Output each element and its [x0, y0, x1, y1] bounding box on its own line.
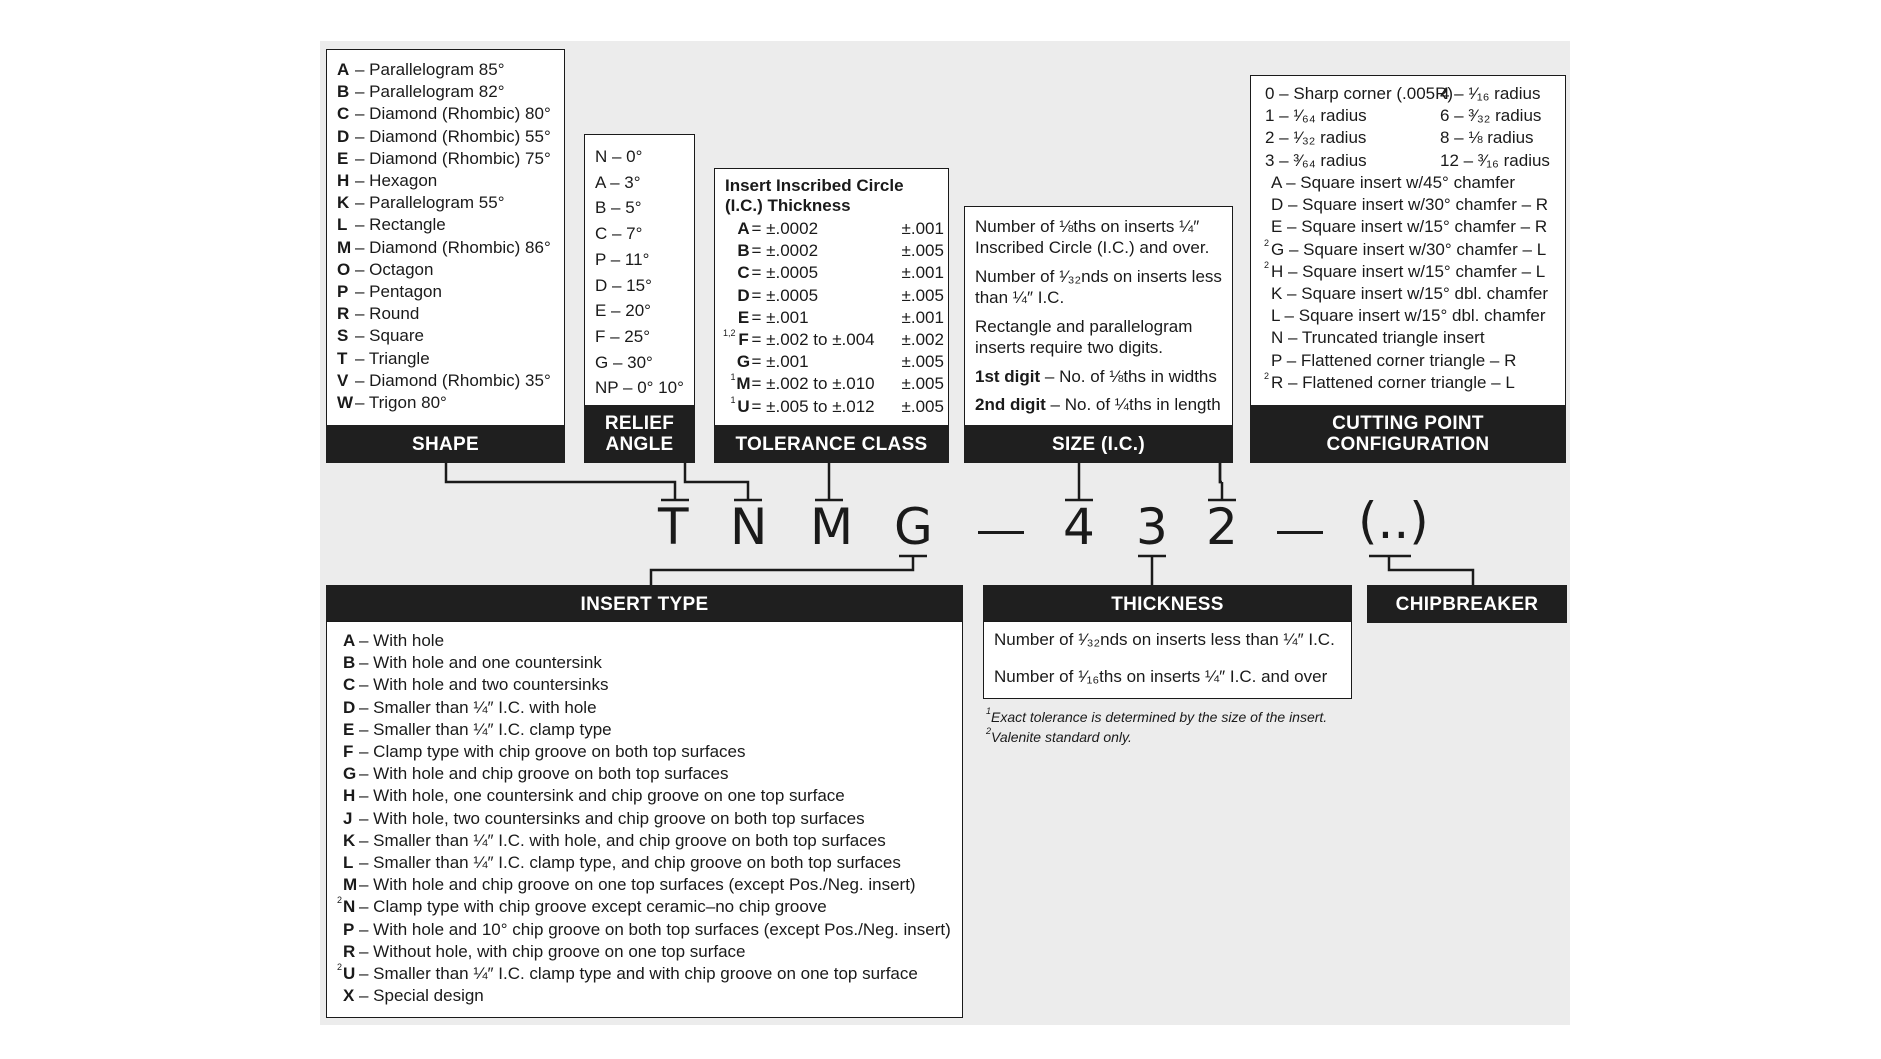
- insert-type-key: G: [343, 764, 357, 784]
- insert-type-item: [337, 763, 951, 785]
- insert-type-desc: – Without hole, with chip groove on one top surface: [359, 941, 746, 961]
- cutting-footnote-mark: 2: [1264, 370, 1270, 381]
- tolerance-row: [723, 218, 944, 240]
- relief-angle-item: G – 30°: [595, 352, 653, 372]
- insert-type-item: [337, 697, 951, 719]
- insert-type-item: [337, 874, 951, 896]
- tolerance-thickness: ±.005: [901, 374, 944, 394]
- insert-type-desc: – With hole and chip groove on both top surfaces: [359, 764, 729, 784]
- insert-type-item: [337, 674, 951, 696]
- insert-type-item: [337, 919, 951, 941]
- shape-item: [337, 325, 551, 347]
- shape-key: C: [337, 104, 350, 124]
- cutting-point-header: [1250, 405, 1566, 463]
- cutting-point-item: [1271, 194, 1548, 216]
- insert-type-key: P: [343, 919, 355, 939]
- shape-key: W: [337, 393, 354, 413]
- shape-desc: – Diamond (Rhombic) 80°: [355, 104, 551, 124]
- insert-type-desc: – Smaller than ¼″ I.C. with hole: [359, 697, 597, 717]
- shape-key: D: [337, 126, 350, 146]
- tolerance-ic: = ±.0005: [751, 285, 819, 305]
- insert-type-key: C: [343, 675, 356, 695]
- cutting-footnote-mark: 2: [1264, 259, 1270, 270]
- insert-type-desc: – With hole and two countersinks: [359, 675, 609, 695]
- insert-type-desc: – With hole, two countersinks and chip groove on both top surfaces: [359, 808, 865, 828]
- tolerance-key: E: [737, 307, 750, 327]
- insert-type-key: J: [343, 808, 353, 828]
- relief-angle-list: [595, 144, 684, 401]
- shape-desc: – Diamond (Rhombic) 55°: [355, 126, 551, 146]
- relief-angle-item: D – 15°: [595, 275, 652, 295]
- tolerance-header: TOLERANCE CLASS: [714, 425, 949, 463]
- shape-item: [337, 259, 551, 281]
- insert-type-item: [337, 941, 951, 963]
- tolerance-thickness: ±.005: [901, 241, 944, 261]
- cutting-point-item: [1271, 283, 1548, 305]
- tolerance-footnote-mark: 1,2: [723, 328, 736, 339]
- thickness-text-2: Number of ¹⁄₁₆ths on inserts ¼″ I.C. and over: [994, 667, 1328, 686]
- cutting-point-title-1: CUTTING POINT: [1332, 413, 1484, 434]
- tolerance-ic: = ±.002 to ±.010: [751, 374, 875, 394]
- code-digit-cutting-point: 2: [1206, 498, 1238, 556]
- relief-angle-header: [584, 405, 695, 463]
- size-second-digit: 2nd digit – No. of ¼ths in length: [975, 395, 1221, 414]
- shape-key: O: [337, 259, 351, 279]
- cutting-point-title-2: CONFIGURATION: [1326, 434, 1490, 455]
- insert-footnote-mark: 2: [337, 895, 343, 906]
- tolerance-thickness: ±.001: [901, 307, 944, 327]
- tolerance-thickness: ±.005: [901, 352, 944, 372]
- size-header: SIZE (I.C.): [964, 425, 1233, 463]
- code-dash-2: [1277, 531, 1323, 534]
- insert-type-desc: – With hole and one countersink: [359, 653, 602, 673]
- cutting-point-item: [1271, 305, 1548, 327]
- tolerance-thickness: ±.005: [901, 285, 944, 305]
- shape-item: [337, 370, 551, 392]
- radius-item: 4 – ¹⁄₁₆ radius: [1440, 84, 1541, 103]
- tolerance-thickness: ±.001: [901, 263, 944, 283]
- cutting-point-item: [1271, 172, 1548, 194]
- radius-item: 12 – ³⁄₁₆ radius: [1440, 150, 1550, 170]
- tolerance-row: [723, 240, 944, 262]
- shape-key: K: [337, 193, 350, 213]
- shape-item: [337, 103, 551, 125]
- thickness-header: THICKNESS: [983, 585, 1352, 623]
- code-digit-size: 4: [1063, 498, 1095, 556]
- shape-item: [337, 59, 551, 81]
- code-digit-thickness: 3: [1136, 498, 1168, 556]
- shape-desc: – Rectangle: [355, 215, 446, 235]
- size-first-digit: 1st digit – No. of ⅛ths in widths: [975, 367, 1217, 386]
- tolerance-row: [723, 373, 944, 395]
- tolerance-thickness: ±.005: [901, 396, 944, 416]
- shape-desc: – Diamond (Rhombic) 86°: [355, 237, 551, 257]
- insert-type-desc: – Clamp type with chip groove on both top surfaces: [359, 742, 746, 762]
- shape-desc: – Octagon: [355, 259, 434, 279]
- insert-type-key: N: [343, 897, 356, 917]
- shape-key: T: [337, 348, 348, 368]
- cutting-point-item: [1264, 237, 1548, 261]
- code-letter-relief: N: [730, 498, 768, 556]
- shape-item: [337, 148, 551, 170]
- insert-type-desc: – Smaller than ¼″ I.C. clamp type: [359, 719, 612, 739]
- insert-type-item: [337, 741, 951, 763]
- insert-type-desc: – With hole: [359, 631, 445, 650]
- tolerance-ic: = ±.002 to ±.004: [751, 330, 875, 350]
- insert-type-key: M: [343, 875, 358, 895]
- cutting-point-desc: H – Square insert w/15° chamfer – L: [1271, 261, 1546, 281]
- footnote-1: $^1$Exact tolerance is determined by the size of the insert.: [986, 706, 1328, 725]
- insert-type-item: [337, 852, 951, 874]
- tolerance-row: [723, 307, 944, 329]
- insert-type-item: [337, 719, 951, 741]
- insert-type-key: F: [343, 742, 354, 762]
- radius-item: 3 – ³⁄₆₄ radius: [1265, 150, 1367, 170]
- tolerance-ic: = ±.0002: [751, 219, 819, 238]
- shape-key: M: [337, 237, 352, 257]
- insert-type-item: [337, 830, 951, 852]
- shape-desc: – Trigon 80°: [355, 393, 447, 413]
- shape-desc: – Round: [355, 304, 420, 324]
- shape-key: B: [337, 82, 350, 102]
- cutting-point-desc: A – Square insert w/45° chamfer: [1271, 173, 1515, 192]
- relief-angle-item: NP – 0° 10°: [595, 378, 684, 398]
- tolerance-row: [723, 351, 944, 373]
- code-letter-shape: T: [658, 498, 689, 556]
- tolerance-row: [723, 329, 944, 351]
- tolerance-row: [723, 396, 944, 418]
- insert-type-desc: – Smaller than ¼″ I.C. with hole, and chip groove on both top surfaces: [359, 830, 886, 850]
- insert-type-desc: – Smaller than ¼″ I.C. clamp type and with chip groove on one top surface: [359, 964, 918, 984]
- tolerance-thickness: ±.001: [901, 219, 944, 238]
- shape-desc: – Triangle: [355, 348, 430, 368]
- tolerance-heading-2: (I.C.) Thickness: [725, 196, 851, 215]
- shape-desc: – Parallelogram 55°: [355, 193, 505, 213]
- size-text-1: Number of ⅛ths on inserts ¼″ Inscribed Circle (I.C.) and over.: [975, 217, 1210, 257]
- shape-key: P: [337, 282, 349, 302]
- insert-type-key: U: [343, 964, 356, 984]
- cutting-footnote-mark: 2: [1264, 237, 1270, 248]
- tolerance-key: D: [737, 285, 750, 305]
- shape-list: [337, 59, 551, 414]
- tolerance-key: F: [738, 330, 749, 350]
- shape-item: [337, 237, 551, 259]
- relief-angle-item: N – 0°: [595, 147, 643, 166]
- code-letter-insert-type: G: [894, 498, 933, 556]
- shape-desc: – Parallelogram 85°: [355, 60, 505, 79]
- relief-angle-title-1: RELIEF: [604, 413, 675, 434]
- shape-item: [337, 170, 551, 192]
- size-box: [964, 206, 1233, 427]
- shape-desc: – Pentagon: [355, 282, 442, 302]
- insert-type-desc: – Special design: [359, 986, 484, 1006]
- shape-desc: – Hexagon: [355, 171, 438, 191]
- insert-type-key: K: [343, 830, 356, 850]
- chipbreaker-header: CHIPBREAKER: [1367, 585, 1567, 623]
- tolerance-ic: = ±.001: [751, 307, 809, 327]
- size-text-3: Rectangle and parallelogram inserts require two digits.: [975, 317, 1193, 357]
- insert-type-key: H: [343, 786, 356, 806]
- insert-type-key: A: [343, 631, 356, 650]
- tolerance-ic: = ±.005 to ±.012: [751, 396, 875, 416]
- cutting-point-item: [1264, 259, 1548, 283]
- cutting-point-desc: R – Flattened corner triangle – L: [1271, 372, 1515, 392]
- insert-type-box: [326, 621, 963, 1018]
- radius-item: 6 – ³⁄₃₂ radius: [1440, 106, 1542, 126]
- insert-type-key: X: [343, 986, 355, 1006]
- shape-key: R: [337, 304, 350, 324]
- shape-item: [337, 348, 551, 370]
- code-chipbreaker: (..): [1358, 492, 1429, 550]
- cutting-point-desc: G – Square insert w/30° chamfer – L: [1271, 239, 1547, 259]
- connector-shape: [446, 463, 675, 500]
- relief-angle-item: P – 11°: [595, 249, 650, 269]
- insert-type-key: E: [343, 719, 355, 739]
- tolerance-key: U: [737, 396, 750, 416]
- shape-key: S: [337, 326, 349, 346]
- radius-list-right: [1440, 83, 1550, 172]
- shape-item: [337, 192, 551, 214]
- relief-angle-item: E – 20°: [595, 301, 651, 321]
- footnote-2: $^2$Valenite standard only.: [986, 726, 1132, 745]
- cutting-point-desc: P – Flattened corner triangle – R: [1271, 350, 1517, 370]
- shape-item: [337, 392, 551, 414]
- cutting-point-desc: D – Square insert w/30° chamfer – R: [1271, 195, 1549, 215]
- radius-item: 0 – Sharp corner (.005R): [1265, 84, 1454, 103]
- shape-key: H: [337, 171, 350, 191]
- code-dash-1: [978, 531, 1024, 534]
- insert-type-desc: – With hole and 10° chip groove on both top surfaces (except Pos./Neg. insert): [359, 919, 951, 939]
- insert-type-item: [337, 785, 951, 807]
- cutting-point-item: [1271, 350, 1548, 372]
- tolerance-footnote-mark: 1: [730, 372, 736, 383]
- tolerance-table: [723, 218, 944, 418]
- relief-angle-title-2: ANGLE: [605, 434, 674, 455]
- tolerance-list-box: [714, 168, 949, 427]
- insert-type-list: [337, 630, 951, 1007]
- cutting-point-item: [1271, 216, 1548, 238]
- cutting-point-desc: K – Square insert w/15° dbl. chamfer: [1271, 284, 1549, 304]
- insert-type-item: [337, 896, 951, 918]
- shape-key: V: [337, 370, 349, 390]
- tolerance-ic: = ±.0002: [751, 241, 819, 261]
- cutting-point-item: [1271, 327, 1548, 349]
- radius-list-left: [1265, 83, 1453, 172]
- tolerance-row: [723, 285, 944, 307]
- relief-angle-item: C – 7°: [595, 224, 643, 244]
- tolerance-thickness: ±.002: [901, 330, 944, 350]
- shape-header: SHAPE: [326, 425, 565, 463]
- insert-type-header: INSERT TYPE: [326, 585, 963, 623]
- shape-item: [337, 126, 551, 148]
- tolerance-ic: = ±.0005: [751, 263, 819, 283]
- relief-angle-item: F – 25°: [595, 326, 650, 346]
- insert-type-desc: – With hole, one countersink and chip groove on one top surface: [359, 786, 845, 806]
- cutting-point-list: [1264, 172, 1549, 394]
- insert-type-key: L: [343, 853, 354, 873]
- tolerance-ic: = ±.001: [751, 352, 809, 372]
- shape-item: [337, 81, 551, 103]
- insert-type-item: [337, 963, 951, 985]
- relief-angle-item: B – 5°: [595, 198, 642, 218]
- thickness-text-1: Number of ¹⁄₃₂nds on inserts less than ¼″ I.C.: [994, 630, 1335, 649]
- tolerance-footnote-mark: 1: [730, 394, 736, 405]
- insert-type-desc: – Smaller than ¼″ I.C. clamp type, and chip groove on both top surfaces: [359, 853, 901, 873]
- connector-insert-type: [651, 556, 913, 585]
- cutting-point-item: [1264, 370, 1548, 394]
- insert-type-item: [337, 985, 951, 1007]
- insert-type-key: D: [343, 697, 356, 717]
- insert-type-desc: – Clamp type with chip groove except ceramic–no chip groove: [359, 897, 827, 917]
- connector-relief: [685, 463, 748, 500]
- size-text-2: Number of ¹⁄₃₂nds on inserts less than ¼″ I.C.: [975, 267, 1222, 307]
- shape-item: [337, 303, 551, 325]
- cutting-point-desc: N – Truncated triangle insert: [1271, 328, 1485, 348]
- shape-list-box: [326, 49, 565, 427]
- shape-item: [337, 281, 551, 303]
- shape-key: L: [337, 215, 348, 235]
- radius-item: 2 – ¹⁄₃₂ radius: [1265, 128, 1367, 148]
- radius-item: 1 – ¹⁄₆₄ radius: [1265, 106, 1367, 126]
- cutting-point-desc: L – Square insert w/15° dbl. chamfer: [1271, 306, 1546, 326]
- shape-item: [337, 214, 551, 236]
- cutting-point-desc: E – Square insert w/15° chamfer – R: [1271, 217, 1548, 237]
- cutting-point-box: [1250, 75, 1566, 427]
- shape-desc: – Diamond (Rhombic) 35°: [355, 370, 551, 390]
- connector-chipbreaker: [1389, 556, 1473, 585]
- shape-desc: – Square: [355, 326, 424, 346]
- insert-type-item: [337, 808, 951, 830]
- tolerance-key: G: [736, 352, 751, 372]
- insert-type-key: R: [343, 941, 356, 961]
- radius-item: 8 – ⅛ radius: [1440, 128, 1534, 148]
- insert-type-item: [337, 630, 951, 652]
- relief-angle-list-box: [584, 134, 695, 427]
- tolerance-key: B: [737, 241, 750, 261]
- tolerance-key: M: [736, 374, 751, 394]
- shape-desc: – Parallelogram 82°: [355, 82, 505, 102]
- thickness-box: [983, 621, 1352, 699]
- insert-type-key: B: [343, 653, 356, 673]
- shape-key: A: [337, 60, 350, 79]
- shape-key: E: [337, 148, 349, 168]
- insert-type-item: [337, 652, 951, 674]
- relief-angle-item: A – 3°: [595, 172, 641, 192]
- tolerance-row: [723, 262, 944, 284]
- tolerance-key: C: [737, 263, 750, 283]
- shape-desc: – Diamond (Rhombic) 75°: [355, 148, 551, 168]
- tolerance-key: A: [737, 219, 750, 238]
- code-letter-tolerance: M: [810, 498, 854, 556]
- insert-footnote-mark: 2: [337, 962, 343, 973]
- tolerance-heading-1: Insert Inscribed Circle: [725, 176, 904, 195]
- insert-type-desc: – With hole and chip groove on one top surfaces (except Pos./Neg. insert): [359, 875, 916, 895]
